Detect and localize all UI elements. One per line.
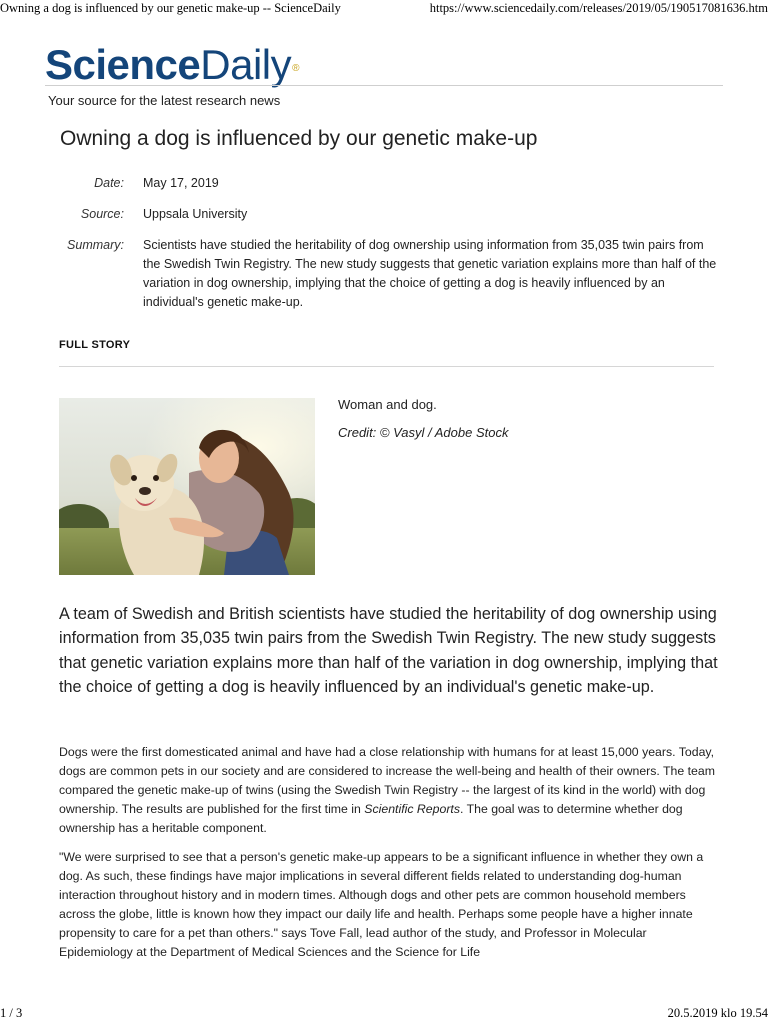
- site-tagline: Your source for the latest research news: [48, 93, 281, 108]
- summary-label: Summary:: [67, 238, 124, 252]
- journal-name: Scientific Reports: [364, 802, 460, 816]
- source-label: Source:: [80, 207, 124, 221]
- article-title: Owning a dog is influenced by our genetic make-up: [60, 127, 538, 150]
- page-number: 1 / 3: [0, 1006, 23, 1020]
- date-value: May 17, 2019: [143, 176, 219, 190]
- meta-date-row: [60, 174, 720, 193]
- caption-text: Woman and dog.: [338, 397, 437, 412]
- summary-value: Scientists have studied the heritability of dog ownership using information from 35,035 twin pairs from the Swedish Twin Registry. The new study suggests that genetic variation explains more than half of the variation in dog ownership, implying that the choice of getting a dog is heavily influenced by an individual's genetic make-up.: [143, 238, 717, 309]
- print-page-url: https://www.sciencedaily.com/releases/2019/05/190517081636.htm: [429, 1, 768, 15]
- caption-credit: Credit: © Vasyl / Adobe Stock: [338, 425, 509, 440]
- print-footer: [0, 1006, 768, 1024]
- source-value: Uppsala University: [143, 207, 248, 221]
- print-header: [0, 0, 768, 18]
- body-paragraph: "We were surprised to see that a person's genetic make-up appears to be a significant influence in whether they own a dog. As such, these findings have major implications in several different fields related to understanding dog-human interaction throughout history and in modern times. Although dogs and other pets are common household members across the globe, little is known how they impact our daily life and health. Perhaps some people have a higher innate propensity to care for a pet than others." says Tove Fall, lead author of the study, and Professor in Molecular Epidemiology at the Department of Medical Sciences and the Science for Life: [59, 850, 704, 959]
- article-body: [59, 743, 719, 972]
- story-divider: [59, 366, 714, 367]
- body-paragraph: [59, 743, 719, 838]
- logo-daily: Daily: [200, 41, 292, 88]
- logo-science: Science: [45, 41, 201, 88]
- article-lead: A team of Swedish and British scientists have studied the heritability of dog ownership using information from 35,035 twin pairs from the Swedish Twin Registry. The new study suggests that genetic variation explains more than half of the variation in dog ownership, implying that the choice of getting a dog is heavily influenced by an individual's genetic make-up.: [59, 605, 718, 696]
- paragraph-text: Dogs were the first domesticated animal and have had a close relationship with humans for at least 15,000 years. Today, dogs are common pets in our society and are considered to increase the well-being and health of their owners. The team compared the genetic make-up of twins (using the Swedish Twin Registry -- the largest of its kind in the world) with dog ownership. The results are published for the first time in: [59, 745, 715, 816]
- logo-registered-mark: ®: [292, 63, 300, 74]
- paragraph-text: . The goal was to determine whether dog ownership has a heritable component.: [59, 802, 683, 835]
- date-label: Date:: [94, 176, 124, 190]
- woman-and-dog-photo: [59, 398, 315, 575]
- sciencedaily-logo[interactable]: [45, 40, 299, 90]
- header-divider: [45, 85, 723, 86]
- meta-summary-row: [60, 236, 720, 312]
- print-page-title: Owning a dog is influenced by our genetic make-up -- ScienceDaily: [0, 1, 341, 15]
- print-timestamp: 20.5.2019 klo 19.54: [667, 1006, 768, 1020]
- article-meta: [60, 174, 720, 324]
- full-story-heading: FULL STORY: [59, 339, 131, 351]
- meta-source-row: [60, 205, 720, 224]
- photo-caption: [338, 396, 718, 442]
- article-photo[interactable]: [59, 398, 315, 575]
